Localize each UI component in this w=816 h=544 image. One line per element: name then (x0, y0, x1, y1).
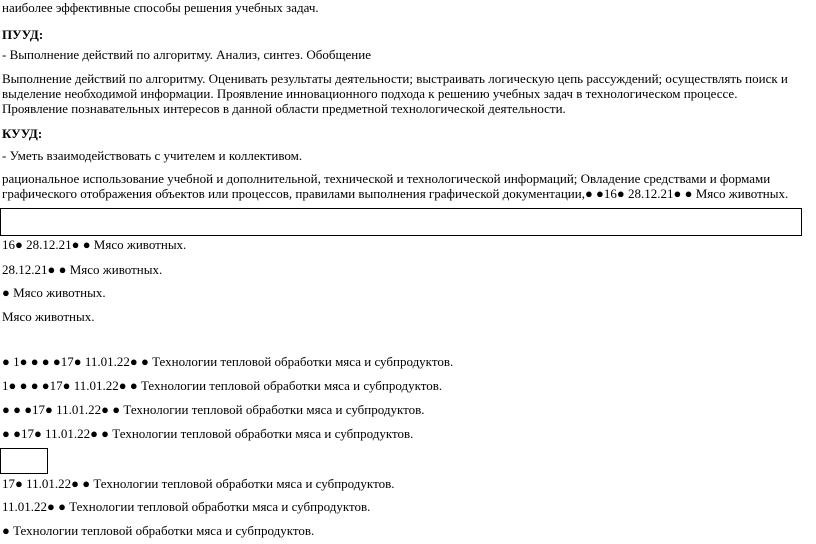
list-item: 1● ● ● ●17● 11.01.22● ● Технологии тепловой обработки мяса и субпродуктов. (2, 378, 443, 393)
paragraph-line-5: графического отображения объектов или процессов, правилами выполнения графической документации,● ●16● 28.12.21● ● Мясо животных. (2, 186, 789, 201)
list-item: ● Мясо животных. (2, 285, 106, 300)
heading-kuud: КУУД: (2, 126, 43, 141)
paragraph-line-2: выделение необходимой информации. Проявление инновационного подхода к решению учебных задач в технологическом процессе. (2, 86, 738, 101)
paragraph-line-1: Выполнение действий по алгоритму. Оценивать результаты деятельности; выстраивать логическую цепь рассуждений; осуществлять поиск и (2, 71, 788, 86)
list-item: 28.12.21● ● Мясо животных. (2, 262, 163, 277)
list-item: 11.01.22● ● Технологии тепловой обработки мяса и субпродуктов. (2, 499, 371, 514)
empty-table-cell-small (0, 448, 48, 474)
list-item: ● 1● ● ● ●17● 11.01.22● ● Технологии тепловой обработки мяса и субпродуктов. (2, 354, 454, 369)
heading-puud: ПУУД: (2, 27, 44, 42)
paragraph-line-4: рациональное использование учебной и дополнительной, технической и технологической информаций; Овладение средствами и формами (2, 171, 771, 186)
list-item: ● ●17● 11.01.22● ● Технологии тепловой обработки мяса и субпродуктов. (2, 426, 414, 441)
paragraph-line-3: Проявление познавательных интересов в данной области предметной технологической деятельности. (2, 101, 566, 116)
list-item: ● ● ●17● 11.01.22● ● Технологии тепловой обработки мяса и субпродуктов. (2, 402, 425, 417)
text-line-kuud-item: - Уметь взаимодействовать с учителем и коллективом. (2, 148, 303, 163)
list-item: 17● 11.01.22● ● Технологии тепловой обработки мяса и субпродуктов. (2, 476, 395, 491)
text-line-continuation: наиболее эффективные способы решения учебных задач. (2, 0, 319, 15)
text-line-puud-item: - Выполнение действий по алгоритму. Анализ, синтез. Обобщение (2, 47, 371, 62)
list-item: ● Технологии тепловой обработки мяса и субпродуктов. (2, 523, 315, 538)
empty-table-cell-wide (0, 208, 802, 236)
list-item: Мясо животных. (2, 309, 95, 324)
list-item: 16● 28.12.21● ● Мясо животных. (2, 237, 187, 252)
